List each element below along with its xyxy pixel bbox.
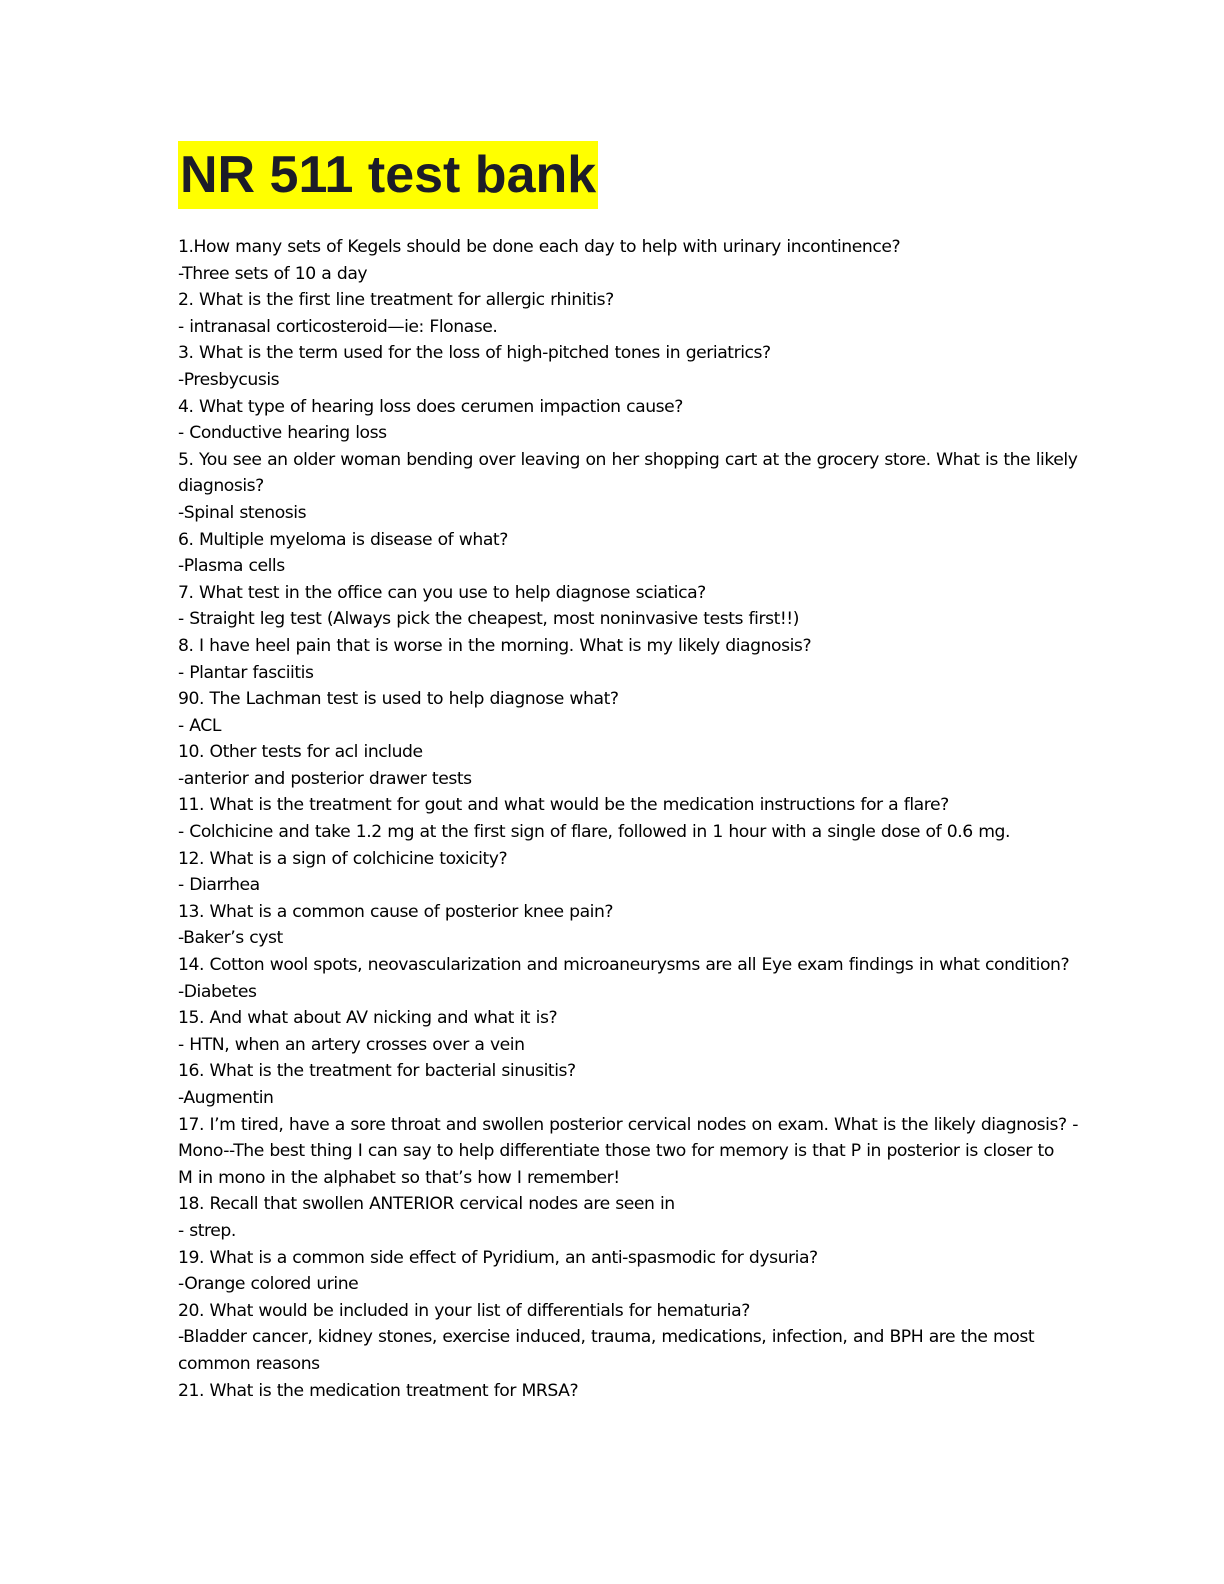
text-line: -Augmentin	[178, 1088, 274, 1108]
question-list	[178, 234, 1158, 1404]
text-line: -anterior and posterior drawer tests	[178, 768, 472, 789]
text-line: 16. What is the treatment for bacterial sinusitis?	[178, 1061, 576, 1082]
text-line: -Diabetes	[178, 981, 257, 1002]
text-line: Mono--The best thing I can say to help differentiate those two for memory is that P in posterior is closer to	[178, 1141, 1054, 1162]
text-line: 17. I’m tired, have a sore throat and swollen posterior cervical nodes on exam. What is the likely diagnosis? -	[178, 1114, 1078, 1135]
text-line: 14. Cotton wool spots, neovascularization and microaneurysms are all Eye exam findings in what condition?	[178, 955, 1070, 976]
text-line: 20. What would be included in your list of differentials for hematuria?	[178, 1300, 750, 1321]
text-line: 11. What is the treatment for gout and what would be the medication instructions for a flare?	[178, 795, 949, 816]
text-line: 15. And what about AV nicking and what it is?	[178, 1008, 558, 1029]
text-line: -Baker’s cyst	[178, 928, 283, 949]
text-line: 1.How many sets of Kegels should be done each day to help with urinary incontinence?	[178, 237, 901, 257]
text-line: -Bladder cancer, kidney stones, exercise induced, trauma, medications, infection, and BPH are the most	[178, 1327, 1035, 1348]
text-line: 12. What is a sign of colchicine toxicity?	[178, 848, 508, 869]
text-line: diagnosis?	[178, 476, 264, 497]
text-line: 3. What is the term used for the loss of high-pitched tones in geriatrics?	[178, 343, 771, 364]
text-line: 21. What is the medication treatment for MRSA?	[178, 1380, 579, 1401]
text-line: 7. What test in the office can you use to help diagnose sciatica?	[178, 582, 706, 603]
text-line: -Three sets of 10 a day	[178, 263, 368, 284]
text-line: 10. Other tests for acl include	[178, 742, 423, 763]
text-line: 6. Multiple myeloma is disease of what?	[178, 529, 508, 550]
text-line: -Plasma cells	[178, 556, 285, 577]
text-line: M in mono in the alphabet so that’s how I remember!	[178, 1167, 620, 1188]
text-line: - Straight leg test (Always pick the cheapest, most noninvasive tests first!!)	[178, 609, 800, 630]
text-line: - Diarrhea	[178, 875, 260, 896]
text-line: - HTN, when an artery crosses over a vein	[178, 1034, 525, 1055]
text-line: common reasons	[178, 1353, 320, 1374]
text-line: -Spinal stenosis	[178, 502, 307, 523]
text-line: 19. What is a common side effect of Pyridium, an anti-spasmodic for dysuria?	[178, 1247, 818, 1268]
text-line: - ACL	[178, 715, 221, 736]
text-line: 2. What is the first line treatment for allergic rhinitis?	[178, 290, 614, 311]
text-line: - Conductive hearing loss	[178, 423, 387, 444]
text-line: 5. You see an older woman bending over leaving on her shopping cart at the grocery store. What is the likely	[178, 449, 1078, 470]
text-line: - Plantar fasciitis	[178, 662, 314, 683]
text-line: - intranasal corticosteroid—ie: Flonase.	[178, 316, 498, 337]
text-line: 13. What is a common cause of posterior knee pain?	[178, 901, 614, 922]
text-line: 4. What type of hearing loss does cerumen impaction cause?	[178, 396, 683, 417]
text-line: 8. I have heel pain that is worse in the morning. What is my likely diagnosis?	[178, 635, 812, 656]
text-line: 90. The Lachman test is used to help diagnose what?	[178, 689, 619, 710]
text-line: -Presbycusis	[178, 369, 280, 390]
text-line: 18. Recall that swollen ANTERIOR cervical nodes are seen in	[178, 1194, 675, 1215]
page-title: NR 511 test bank	[178, 141, 598, 209]
text-line: - Colchicine and take 1.2 mg at the first sign of flare, followed in 1 hour with a single dose of 0.6 mg.	[178, 822, 1011, 843]
text-line: -Orange colored urine	[178, 1274, 359, 1295]
text-line: - strep.	[178, 1220, 236, 1241]
